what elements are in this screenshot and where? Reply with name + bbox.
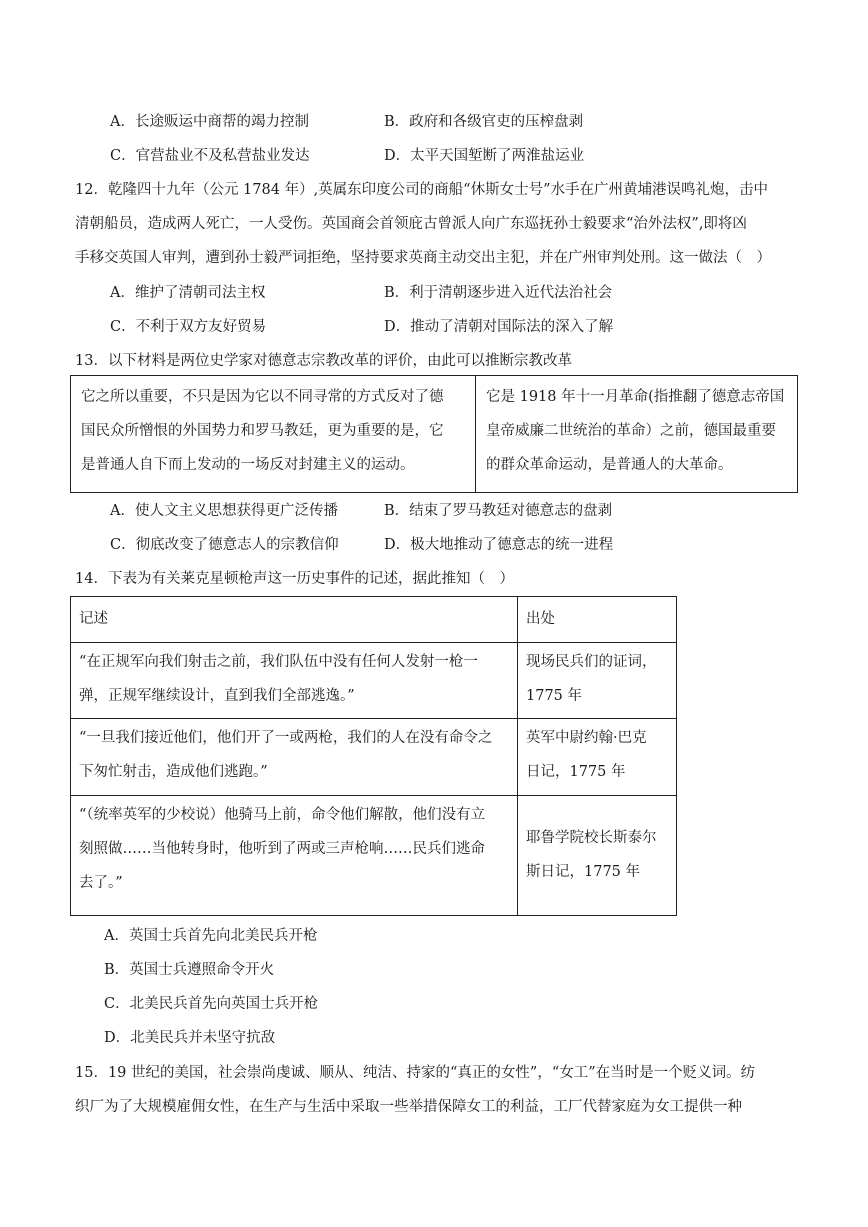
q13-right-line: 皇帝威廉二世统治的革命）之前，德国最重要 bbox=[486, 423, 776, 439]
q13-left-line: 国民众所憎恨的外国势力和罗马教廷，更为重要的是，它 bbox=[81, 423, 444, 439]
q14-option-d: D．北美民兵并未坚守抗敌 bbox=[104, 1030, 276, 1046]
q13-left-line: 它之所以重要，不只是因为它以不同寻常的方式反对了德 bbox=[81, 389, 444, 405]
q13-option-b: B．结束了罗马教廷对德意志的盘剥 bbox=[384, 503, 613, 519]
q14-source-line: 耶鲁学院校长斯泰尔 bbox=[526, 830, 657, 847]
q13-material-table bbox=[70, 375, 798, 493]
q14-source-cell bbox=[518, 643, 677, 719]
q14-source-line: 斯日记，1775 年 bbox=[526, 864, 641, 881]
q14-record-table bbox=[70, 596, 677, 916]
q14-record-line: 去了。” bbox=[79, 874, 123, 891]
q14-source-cell bbox=[518, 719, 677, 795]
q13-option-c: C．彻底改变了德意志人的宗教信仰 bbox=[110, 537, 339, 553]
q12-stem-line-2: 清朝船员，造成两人死亡，一人受伤。英国商会首领庇古曾派人向广东巡抚孙士毅要求“治外法权”,即将凶 bbox=[75, 216, 747, 232]
q13-option-d: D．极大地推动了德意志的统一进程 bbox=[384, 537, 614, 553]
q13-right-cell bbox=[476, 376, 798, 493]
q14-header-record: 记述 bbox=[71, 597, 518, 643]
q14-record-cell bbox=[71, 719, 518, 795]
q13-left-line: 是普通人自下而上发动的一场反对封建主义的运动。 bbox=[81, 457, 415, 473]
q14-source-line: 现场民兵们的证词， bbox=[526, 654, 657, 671]
q14-record-line: “（统率英军的少校说）他骑马上前，命令他们解散，他们没有立 bbox=[79, 806, 486, 823]
q14-source-cell bbox=[518, 795, 677, 915]
q12-stem-line-1: 12．乾隆四十九年（公元 1784 年）,英属东印度公司的商船“休斯女士号”水手在广州黄埔港误鸣礼炮，击中 bbox=[75, 182, 769, 198]
q14-record-line: “一旦我们接近他们，他们开了一或两枪，我们的人在没有命令之 bbox=[79, 730, 493, 747]
q14-source-line: 1775 年 bbox=[526, 688, 583, 705]
q12-stem-line-3: 手移交英国人审判，遭到孙士毅严词拒绝，坚持要求英商主动交出主犯，并在广州审判处刑。这一做法（ ） bbox=[75, 250, 771, 266]
q15-stem-line-1: 15．19 世纪的美国，社会崇尚虔诚、顺从、纯洁、持家的“真正的女性”，“女工”在当时是一个贬义词。纺 bbox=[75, 1065, 756, 1081]
q14-record-cell bbox=[71, 795, 518, 915]
q14-header-source: 出处 bbox=[518, 597, 677, 643]
q11-option-d: D．太平天国堑断了两淮盐运业 bbox=[384, 148, 585, 164]
q11-option-b: B．政府和各级官吏的压榨盘剥 bbox=[384, 114, 584, 130]
q14-source-line: 英军中尉约翰·巴克 bbox=[526, 730, 647, 747]
q14-stem: 14．下表为有关莱克星顿枪声这一历史事件的记述，据此推知（ ） bbox=[75, 571, 514, 587]
q11-option-a: A．长途贩运中商帮的竭力控制 bbox=[110, 114, 309, 130]
table-row bbox=[71, 643, 677, 719]
q14-record-line: 弹，正规军继续设计，直到我们全部逃逸。” bbox=[79, 688, 355, 705]
q14-option-c: C．北美民兵首先向英国士兵开枪 bbox=[104, 996, 319, 1012]
q12-option-d: D．推动了清朝对国际法的深入了解 bbox=[384, 319, 614, 335]
q13-option-a: A．使人文主义思想获得更广泛传播 bbox=[110, 503, 338, 519]
q15-stem-line-2: 织厂为了大规模雇佣女性，在生产与生活中采取一些举措保障女工的利益，工厂代替家庭为女工提供一种 bbox=[75, 1099, 742, 1115]
q14-record-line: 刻照做……当他转身时，他听到了两或三声枪响……民兵们逃命 bbox=[79, 840, 485, 857]
q14-option-a: A．英国士兵首先向北美民兵开枪 bbox=[104, 928, 318, 944]
q12-option-c: C．不利于双方友好贸易 bbox=[110, 319, 267, 335]
table-row bbox=[71, 795, 677, 915]
table-row bbox=[71, 719, 677, 795]
q12-option-a: A．维护了清朝司法主权 bbox=[110, 285, 266, 301]
q14-record-cell bbox=[71, 643, 518, 719]
q13-right-line: 它是 1918 年十一月革命(指推翻了德意志帝国 bbox=[486, 389, 785, 405]
q14-option-b: B．英国士兵遵照命令开火 bbox=[104, 962, 275, 978]
q12-option-b: B．利于清朝逐步进入近代法治社会 bbox=[384, 285, 613, 301]
q14-record-line: 下匆忙射击，造成他们逃跑。” bbox=[79, 764, 268, 781]
q14-record-line: “在正规军向我们射击之前，我们队伍中没有任何人发射一枪一 bbox=[79, 654, 478, 671]
q13-right-line: 的群众革命运动，是普通人的大革命。 bbox=[486, 457, 733, 473]
q11-option-c: C．官营盐业不及私营盐业发达 bbox=[110, 148, 310, 164]
q14-source-line: 日记，1775 年 bbox=[526, 764, 626, 781]
q13-stem: 13．以下材料是两位史学家对德意志宗教改革的评价，由此可以推断宗教改革 bbox=[75, 353, 572, 369]
q13-left-cell bbox=[71, 376, 476, 493]
